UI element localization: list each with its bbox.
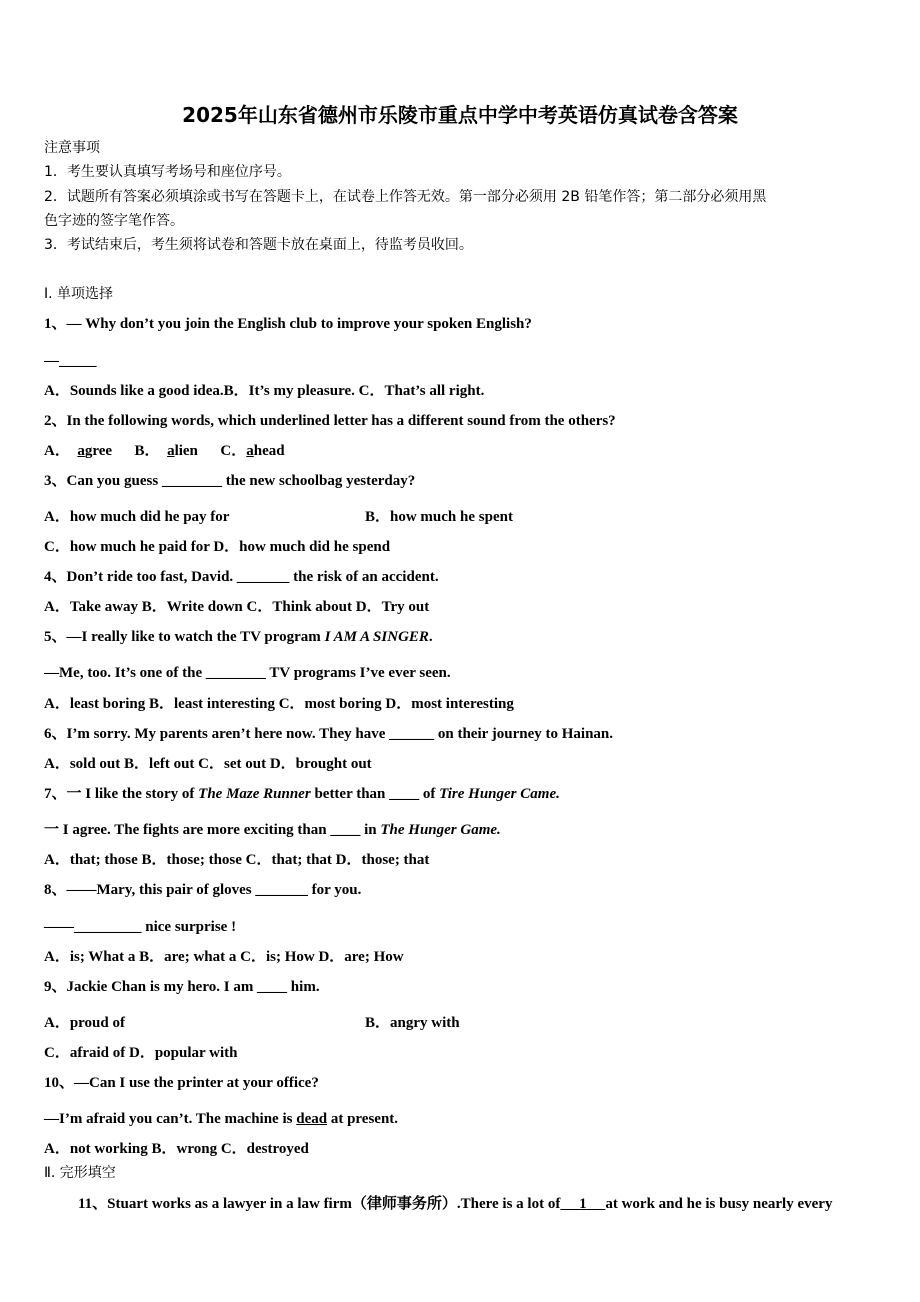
question-stem xyxy=(44,627,433,647)
blank-number: 1 xyxy=(579,1196,587,1212)
reply-text: at present. xyxy=(327,1111,399,1127)
question-stem: 4、Don’t ride too fast, David. _______ the risk of an accident. xyxy=(44,569,439,585)
question-stem: 1、— Why don’t you join the English club to improve your spoken English? xyxy=(44,316,532,332)
option-text: head xyxy=(253,443,285,459)
option-cd: C．how much he paid for D．how much did he spend xyxy=(44,539,391,555)
section-heading: Ⅰ. 单项选择 xyxy=(44,286,114,302)
stem-text: 7、一 I like the story of xyxy=(44,786,199,802)
notice-item: 2．试题所有答案必须填涂或书写在答题卡上，在试卷上作答无效。第一部分必须用 2B 铅笔作答；第二部分必须用黑 xyxy=(44,189,767,205)
option-text: lien xyxy=(174,443,198,459)
question-stem xyxy=(44,784,560,804)
page-title: 2025年山东省德州市乐陵市重点中学中考英语仿真试卷含答案 xyxy=(182,103,738,127)
question-stem: 2、In the following words, which underlined letter has a different sound from the others? xyxy=(44,413,616,429)
question-reply: ——_________ nice surprise ! xyxy=(44,919,237,935)
question-reply xyxy=(44,1109,398,1129)
reply-text: —I’m afraid you can’t. The machine is xyxy=(44,1111,297,1127)
program-title: I AM A SINGER xyxy=(324,629,429,645)
book-title: Tire Hunger Came. xyxy=(439,786,560,802)
notice-item: 色字迹的签字笔作答。 xyxy=(44,213,184,229)
stem-text: . xyxy=(428,629,433,645)
option-label: A． xyxy=(44,443,70,459)
passage-text: at work and he is busy nearly every xyxy=(605,1196,833,1212)
option-label: B． xyxy=(134,443,160,459)
option-a: A．proud of xyxy=(44,1015,125,1031)
question-options: A．sold out B．left out C．set out D．brought out xyxy=(44,756,372,772)
book-title: The Maze Runner xyxy=(198,786,311,802)
notice-heading: 注意事项 xyxy=(44,140,100,156)
question-options: A．that; those B．those; those C．that; that D．those; that xyxy=(44,852,430,868)
option-text: gree xyxy=(84,443,113,459)
underlined-word: dead xyxy=(296,1111,328,1127)
option-cd: C．afraid of D．popular with xyxy=(44,1045,238,1061)
question-options: A．is; What a B．are; what a C．is; How D．are; How xyxy=(44,949,404,965)
question-stem: 8、——Mary, this pair of gloves _______ for you. xyxy=(44,882,362,898)
question-stem: 6、I’m sorry. My parents aren’t here now. They have ______ on their journey to Hainan. xyxy=(44,726,614,742)
question-options xyxy=(44,441,285,461)
passage-line xyxy=(78,1194,832,1214)
question-options: A．Sounds like a good idea.B．It’s my pleasure. C．That’s all right. xyxy=(44,383,485,399)
question-reply: —_____ xyxy=(44,353,97,369)
question-stem: 3、Can you guess ________ the new schoolbag yesterday? xyxy=(44,473,416,489)
underlined-letter: a xyxy=(77,443,85,459)
question-stem: 9、Jackie Chan is my hero. I am ____ him. xyxy=(44,979,320,995)
underlined-letter: a xyxy=(246,443,254,459)
book-title: The Hunger Game. xyxy=(380,822,501,838)
question-stem: 10、—Can I use the printer at your office? xyxy=(44,1075,319,1091)
question-reply: —Me, too. It’s one of the ________ TV programs I’ve ever seen. xyxy=(44,665,451,681)
notice-item: 3．考试结束后，考生须将试卷和答题卡放在桌面上，待监考员收回。 xyxy=(44,237,473,253)
notice-item: 1．考生要认真填写考场号和座位序号。 xyxy=(44,164,291,180)
question-options: A．least boring B．least interesting C．most boring D．most interesting xyxy=(44,696,514,712)
option-b: B．angry with xyxy=(365,1015,460,1031)
underlined-letter: a xyxy=(167,443,175,459)
option-a: A．how much did he pay for xyxy=(44,509,230,525)
cloze-blank xyxy=(560,1196,605,1212)
passage-text: 11、Stuart works as a lawyer in a law firm（律师事务所）.There is a lot of xyxy=(78,1196,561,1212)
section-heading: Ⅱ. 完形填空 xyxy=(44,1165,116,1181)
question-options: A．Take away B．Write down C．Think about D．Try out xyxy=(44,599,430,615)
question-options: A．not working B．wrong C．destroyed xyxy=(44,1141,309,1157)
option-label: C． xyxy=(220,443,247,459)
question-reply xyxy=(44,820,501,840)
stem-text: 5、—I really like to watch the TV program xyxy=(44,629,325,645)
stem-text: better than ____ of xyxy=(310,786,440,802)
option-b: B．how much he spent xyxy=(365,509,513,525)
reply-text: 一 I agree. The fights are more exciting than ____ in xyxy=(44,822,381,838)
